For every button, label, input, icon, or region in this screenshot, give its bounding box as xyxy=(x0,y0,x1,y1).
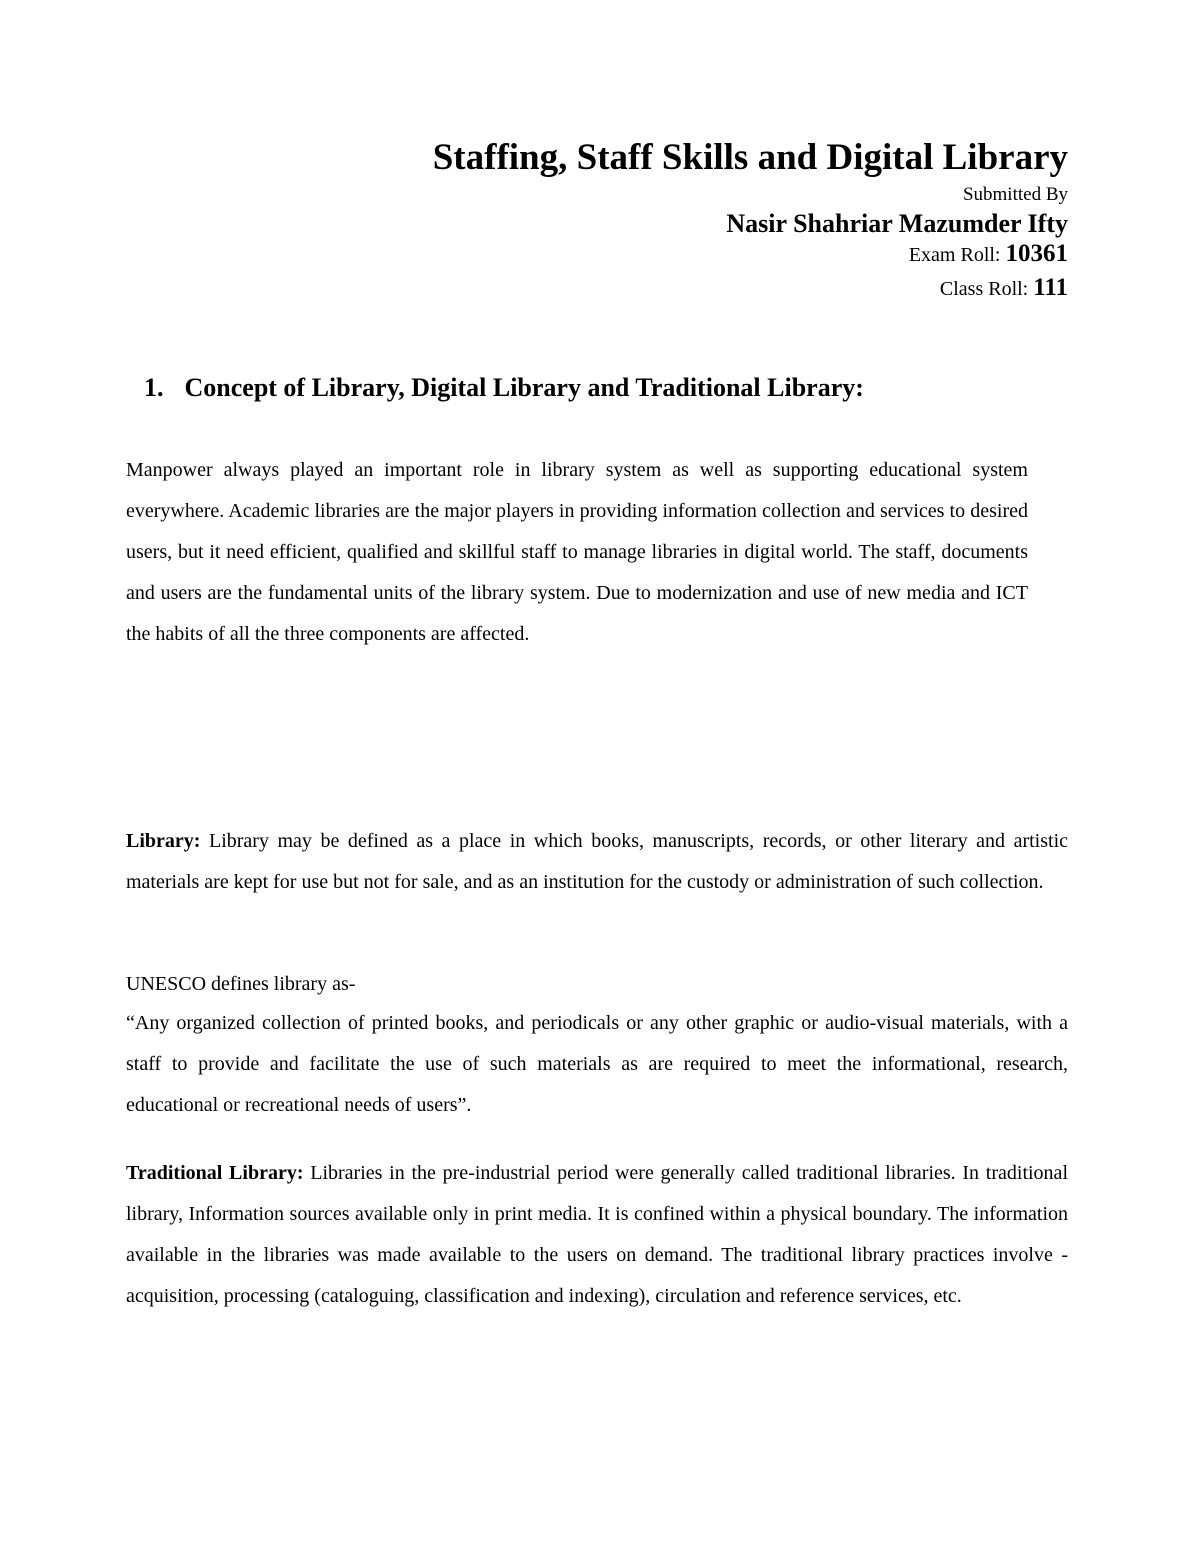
class-roll xyxy=(940,274,1068,302)
section-heading-text: Concept of Library, Digital Library and Traditional Library: xyxy=(184,373,864,402)
class-roll-value: 111 xyxy=(1033,274,1068,301)
traditional-library-paragraph xyxy=(126,1153,1068,1317)
traditional-library-text: Libraries in the pre-industrial period were generally called traditional libraries. In traditional library, Information sources available only in print media. It is confined within a physical boundary. The information available in the libraries was made available to the users on demand. The traditional library practices involve - acquisition, processing (cataloguing, classification and indexing), circulation and reference services, etc. xyxy=(126,1162,1068,1307)
document-title: Staffing, Staff Skills and Digital Library xyxy=(432,137,1068,178)
library-term: Library: xyxy=(126,830,201,852)
exam-roll-label: Exam Roll: xyxy=(908,244,1001,266)
intro-text: Manpower always played an important role in library system as well as supporting educational system everywhere. Academic libraries are the major players in providing information collection and services to desired users, but it need efficient, qualified and skillful staff to manage libraries in digital world. The staff, documents and users are the fundamental units of the library system. Due to modernization and use of new media and ICT the habits of all the three components are affected. xyxy=(126,459,1028,645)
section-heading xyxy=(144,373,864,403)
library-definition-text: Library may be defined as a place in which books, manuscripts, records, or other literary and artistic materials are kept for use but not for sale, and as an institution for the custody or administration of such collection. xyxy=(126,830,1069,893)
traditional-library-term: Traditional Library: xyxy=(126,1162,304,1184)
exam-roll-value: 10361 xyxy=(1005,240,1068,267)
section-number: 1. xyxy=(144,373,164,402)
submitted-by-label: Submitted By xyxy=(962,184,1068,205)
author-name: Nasir Shahriar Mazumder Ifty xyxy=(726,209,1068,238)
unesco-quote: “Any organized collection of printed books, and periodicals or any other graphic or audio-visual materials, with a staff to provide and facilitate the use of such materials as are required to meet the informational, research, educational or recreational needs of users”. xyxy=(126,1012,1068,1116)
unesco-label: UNESCO defines library as- xyxy=(126,973,356,995)
library-definition-paragraph xyxy=(126,821,1068,903)
exam-roll xyxy=(909,240,1068,268)
intro-paragraph xyxy=(126,450,1028,655)
class-roll-label: Class Roll: xyxy=(939,278,1029,300)
